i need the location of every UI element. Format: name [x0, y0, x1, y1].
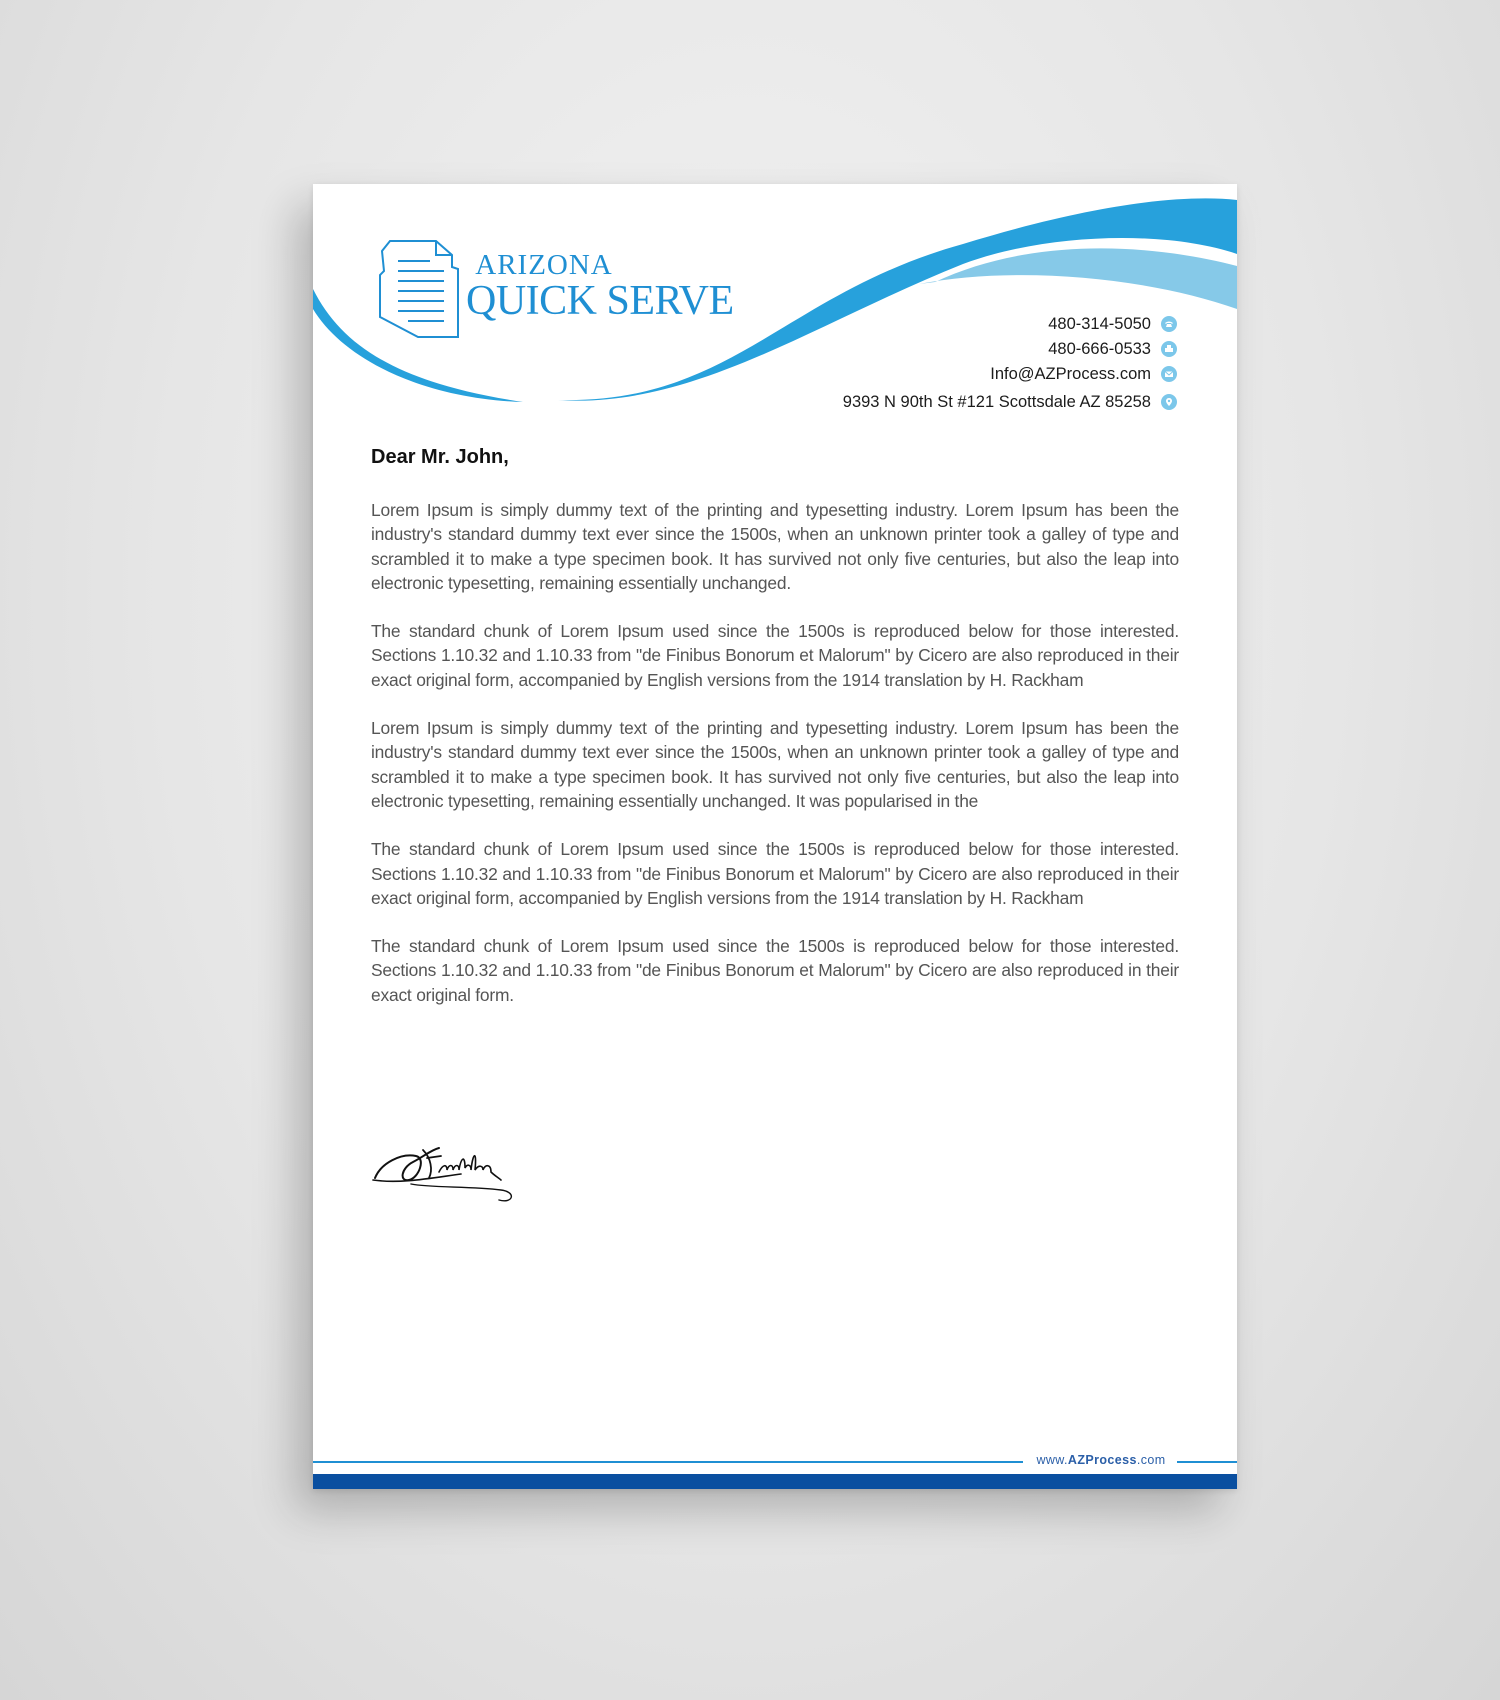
handwritten-signature — [371, 1128, 521, 1208]
body-paragraph: Lorem Ipsum is simply dummy text of the printing and typesetting industry. Lorem Ipsum has been the industry's standard dummy text ever since the 1500s, when an unknown printer took a galley of type and scrambled it to make a type specimen book. It has survived not only five centuries, but also the leap into electronic typesetting, remaining essentially unchanged. It was popularised in the — [371, 718, 1179, 811]
body-paragraph: The standard chunk of Lorem Ipsum used since the 1500s is reproduced below for those interested. Sections 1.10.32 and 1.10.33 from "de Finibus Bonorum et Malorum" by Cicero are also reproduced in their exact original form. — [371, 936, 1179, 1005]
fax-icon — [1161, 341, 1177, 357]
letter-body — [371, 498, 1179, 1031]
contact-address — [843, 390, 1177, 414]
body-paragraph: The standard chunk of Lorem Ipsum used since the 1500s is reproduced below for those interested. Sections 1.10.32 and 1.10.33 from "de Finibus Bonorum et Malorum" by Cicero are also reproduced in their exact original form, accompanied by English versions from the 1914 translation by H. Rackham — [371, 839, 1179, 908]
body-paragraph: Lorem Ipsum is simply dummy text of the printing and typesetting industry. Lorem Ipsum has been the industry's standard dummy text ever since the 1500s, when an unknown printer took a galley of type and scrambled it to make a type specimen book. It has survived not only five centuries, but also the leap into electronic typesetting, remaining essentially unchanged. — [371, 500, 1179, 593]
phone-number: 480-314-5050 — [1048, 314, 1151, 333]
letter-salutation: Dear Mr. John, — [371, 446, 509, 468]
contact-fax — [843, 337, 1177, 361]
contact-phone — [843, 312, 1177, 336]
body-paragraph: The standard chunk of Lorem Ipsum used since the 1500s is reproduced below for those interested. Sections 1.10.32 and 1.10.33 from "de Finibus Bonorum et Malorum" by Cicero are also reproduced in their exact original form, accompanied by English versions from the 1914 translation by H. Rackham — [371, 621, 1179, 690]
location-pin-icon — [1161, 394, 1177, 410]
url-prefix: www. — [1036, 1453, 1068, 1467]
url-suffix: .com — [1136, 1453, 1166, 1467]
letterhead-page — [313, 184, 1237, 1489]
footer-rule-left — [313, 1461, 1023, 1463]
fax-number: 480-666-0533 — [1048, 339, 1151, 358]
footer-bar — [313, 1474, 1237, 1489]
contact-email — [843, 362, 1177, 386]
brand-name-line2: QUICK SERVE — [466, 278, 734, 324]
contact-block — [843, 312, 1177, 415]
company-logo — [378, 237, 734, 347]
email-address: Info@AZProcess.com — [990, 364, 1151, 383]
footer-rule-right — [1177, 1461, 1237, 1463]
footer-website — [1033, 1453, 1169, 1467]
email-icon — [1161, 366, 1177, 382]
url-domain: AZProcess — [1067, 1453, 1137, 1467]
street-address: 9393 N 90th St #121 Scottsdale AZ 85258 — [842, 392, 1151, 411]
document-arizona-logo-icon — [378, 237, 464, 341]
phone-icon — [1161, 316, 1177, 332]
brand-name-line1: ARIZONA — [475, 249, 613, 281]
